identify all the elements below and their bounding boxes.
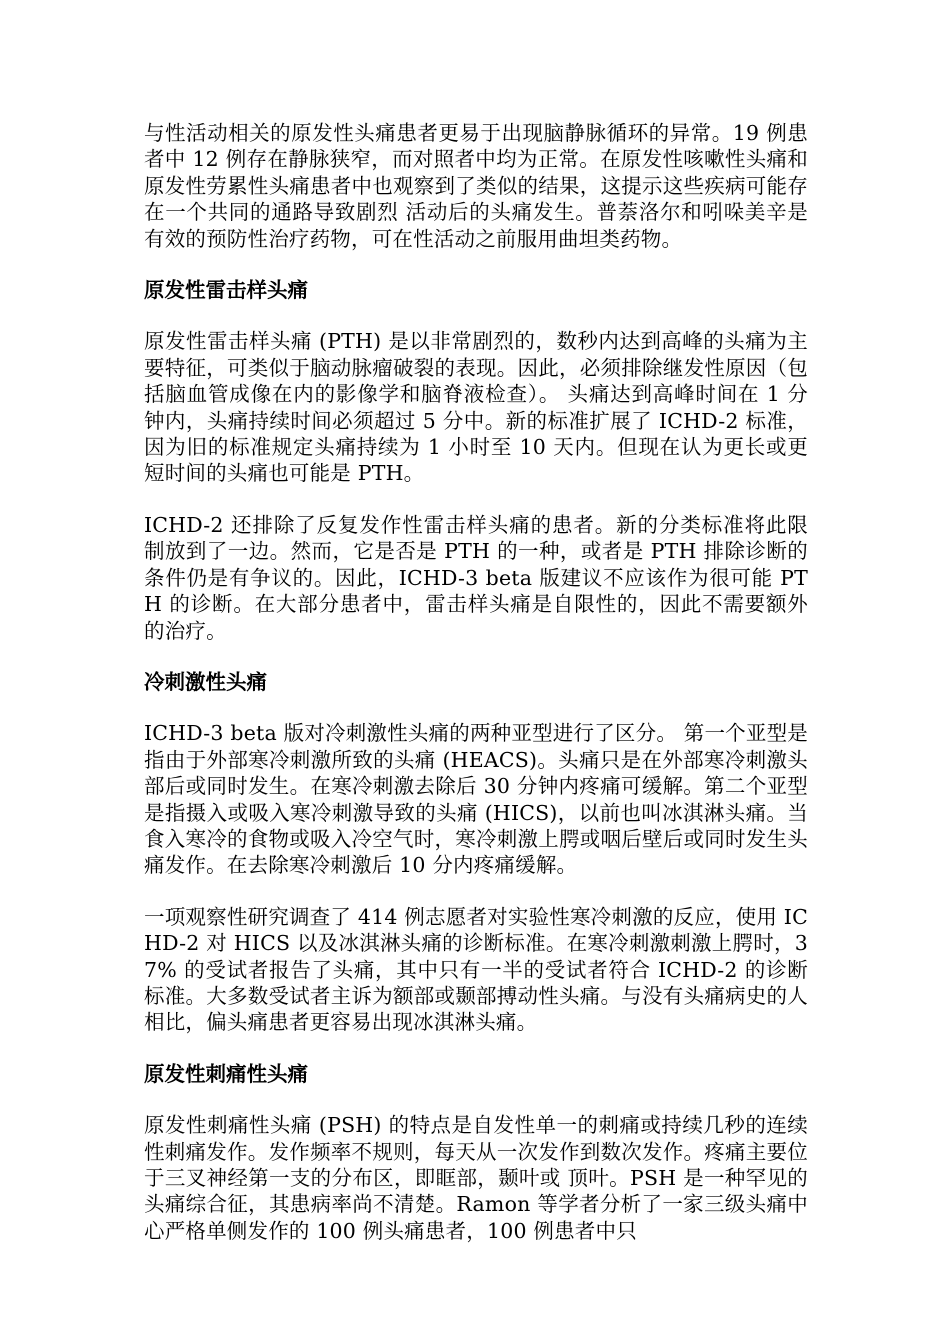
paragraph-cold-subtypes: ICHD-3 beta 版对冷刺激性头痛的两种亚型进行了区分。 第一个亚型是指由于外部寒冷刺激所致的头痛 (HEACS)。头痛只是在外部寒冷刺激头部后或同时发生。在寒冷刺激去除后 30 分钟内疼痛可缓解。第二个亚型是指摄入或吸入寒冷刺激导致的头痛 (HICS)，以前也叫冰淇淋头痛。当食入寒冷的食物或吸入冷空气时，寒冷刺激上腭或咽后壁后或同时发生头痛发作。在去除寒冷刺激后 10 分内疼痛缓解。 [144,721,808,878]
paragraph-psh-definition: 原发性刺痛性头痛 (PSH) 的特点是自发性单一的刺痛或持续几秒的连续性刺痛发作。发作频率不规则，每天从一次发作到数次发作。疼痛主要位于三叉神经第一支的分布区，即眶部，颞叶或 顶叶。PSH 是一种罕见的头痛综合征，其患病率尚不清楚。Ramon 等学者分析了一家三级头痛中心严格单侧发作的 100 例头痛患者，100 例患者中只 [144,1113,808,1243]
heading-primary-stabbing-headache: 原发性刺痛性头痛 [144,1061,308,1086]
heading-primary-thunderclap-headache: 原发性雷击样头痛 [144,278,308,303]
paragraph-sexual-headache-venous: 与性活动相关的原发性头痛患者更易于出现脑静脉循环的异常。19 例患者中 12 例存在静脉狭窄，而对照者中均为正常。在原发性咳嗽性头痛和原发性劳累性头痛患者中也观察到了类似的结果，这提示这些疾病可能存在一个共同的通路导致剧烈 活动后的头痛发生。普萘洛尔和吲哚美辛是有效的预防性治疗药物，可在性活动之前服用曲坦类药物。 [144,121,808,251]
paragraph-cold-study: 一项观察性研究调查了 414 例志愿者对实验性寒冷刺激的反应，使用 ICHD-2 对 HICS 以及冰淇淋头痛的诊断标准。在寒冷刺激刺激上腭时，37% 的受试者报告了头痛，其中只有一半的受试者符合 ICHD-2 的诊断标准。大多数受试者主诉为额部或颞部搏动性头痛。与没有头痛病史的人相比，偏头痛患者更容易出现冰淇淋头痛。 [144,904,808,1035]
paragraph-pth-definition: 原发性雷击样头痛 (PTH) 是以非常剧烈的，数秒内达到高峰的头痛为主要特征，可类似于脑动脉瘤破裂的表现。因此，必须排除继发性原因（包括脑血管成像在内的影像学和脑脊液检查）。 头痛达到高峰时间在 1 分钟内，头痛持续时间必须超过 5 分中。新的标准扩展了 ICHD-2 标准，因为旧的标准规定头痛持续为 1 小时至 10 天内。但现在认为更长或更短时间的头痛也可能是 PTH。 [144,329,808,486]
heading-cold-stimulus-headache: 冷刺激性头痛 [144,669,267,694]
document-page [144,120,808,1269]
paragraph-pth-recurrent: ICHD-2 还排除了反复发作性雷击样头痛的患者。新的分类标准将此限制放到了一边。然而，它是否是 PTH 的一种，或者是 PTH 排除诊断的条件仍是有争议的。因此，ICHD-3 beta 版建议不应该作为很可能 PTH 的诊断。在大部分患者中，雷击样头痛是自限性的，因此不需要额外的治疗。 [144,512,808,643]
